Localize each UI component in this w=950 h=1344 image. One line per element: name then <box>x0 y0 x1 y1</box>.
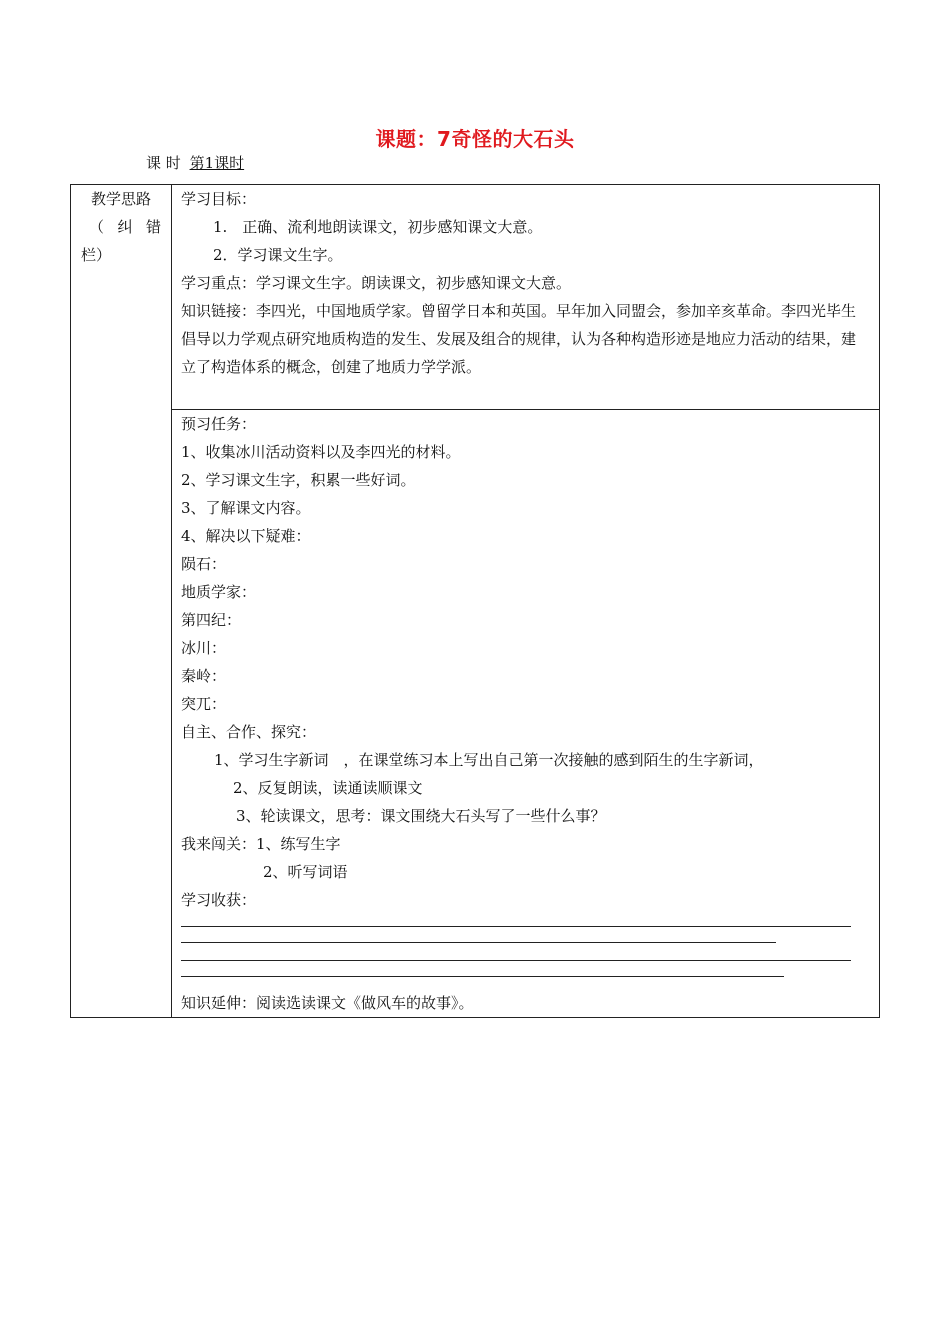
page-title: 课题：7奇怪的大石头 <box>375 127 575 151</box>
term-item: 突兀： <box>181 695 227 713</box>
knowledge-extension: 知识延伸：阅读选读课文《做风车的故事》。 <box>181 994 474 1012</box>
sidebar-char-jiu: 纠 <box>117 218 133 236</box>
lesson-plan-table <box>70 184 880 1018</box>
challenge-item: 2、听写词语 <box>263 863 348 881</box>
term-item: 秦岭： <box>181 667 227 685</box>
session-line <box>146 152 244 173</box>
task-item: 1、收集冰川活动资料以及李四光的材料。 <box>181 443 461 461</box>
harvest-heading: 学习收获： <box>181 891 257 909</box>
sidebar-paren-open: （ <box>89 218 105 236</box>
task-item: 3、了解课文内容。 <box>181 499 311 517</box>
explore-item: 3、轮读课文，思考：课文围绕大石头写了一些什么事？ <box>236 807 606 825</box>
term-item: 陨石： <box>181 555 227 573</box>
explore-item: 2、反复朗读，读通读顺课文 <box>233 779 423 797</box>
term-item: 地质学家： <box>181 583 257 601</box>
knowledge-link: 知识链接：李四光，中国地质学家。曾留学日本和英国。早年加入同盟会，参加辛亥革命。李四光毕生倡导以力学观点研究地质构造的发生、发展及组合的规律，认为各种构造形迹是地应力活动的结果，建立了构造体系的概念，创建了地质力学学派。 <box>181 302 857 376</box>
table-row <box>71 410 880 1018</box>
explore-heading: 自主、合作、探究： <box>181 723 317 741</box>
goals-heading: 学习目标： <box>181 190 257 208</box>
term-item: 冰川： <box>181 639 227 657</box>
preview-heading: 预习任务： <box>181 415 257 433</box>
task-item: 2、学习课文生字，积累一些好词。 <box>181 471 416 489</box>
task-item: 4、解决以下疑难： <box>181 527 311 545</box>
sidebar-line-2 <box>71 213 171 241</box>
explore-item: 1、学习生字新词 ，在课堂练习本上写出自己第一次接触的感到陌生的生字新词， <box>214 751 764 769</box>
session-value: 第1课时 <box>189 154 245 172</box>
sidebar-char-cuo: 错 <box>145 218 161 236</box>
term-item: 第四纪： <box>181 611 242 629</box>
key-points: 学习重点：学习课文生字。朗读课文，初步感知课文大意。 <box>181 274 572 292</box>
goal-item: 1. 正确、流利地朗读课文，初步感知课文大意。 <box>213 218 543 236</box>
goal-item: 2．学习课文生字。 <box>213 246 343 264</box>
sidebar-line-1: 教学思路 <box>90 190 151 208</box>
challenge-item: 我来闯关：1、练写生字 <box>181 835 341 853</box>
goals-cell <box>172 185 880 410</box>
table-row <box>71 185 880 410</box>
sidebar-line-3: 栏） <box>81 246 112 264</box>
tasks-cell <box>172 410 880 1018</box>
sidebar-cell <box>71 185 172 1018</box>
session-label: 课 时 <box>146 154 181 172</box>
